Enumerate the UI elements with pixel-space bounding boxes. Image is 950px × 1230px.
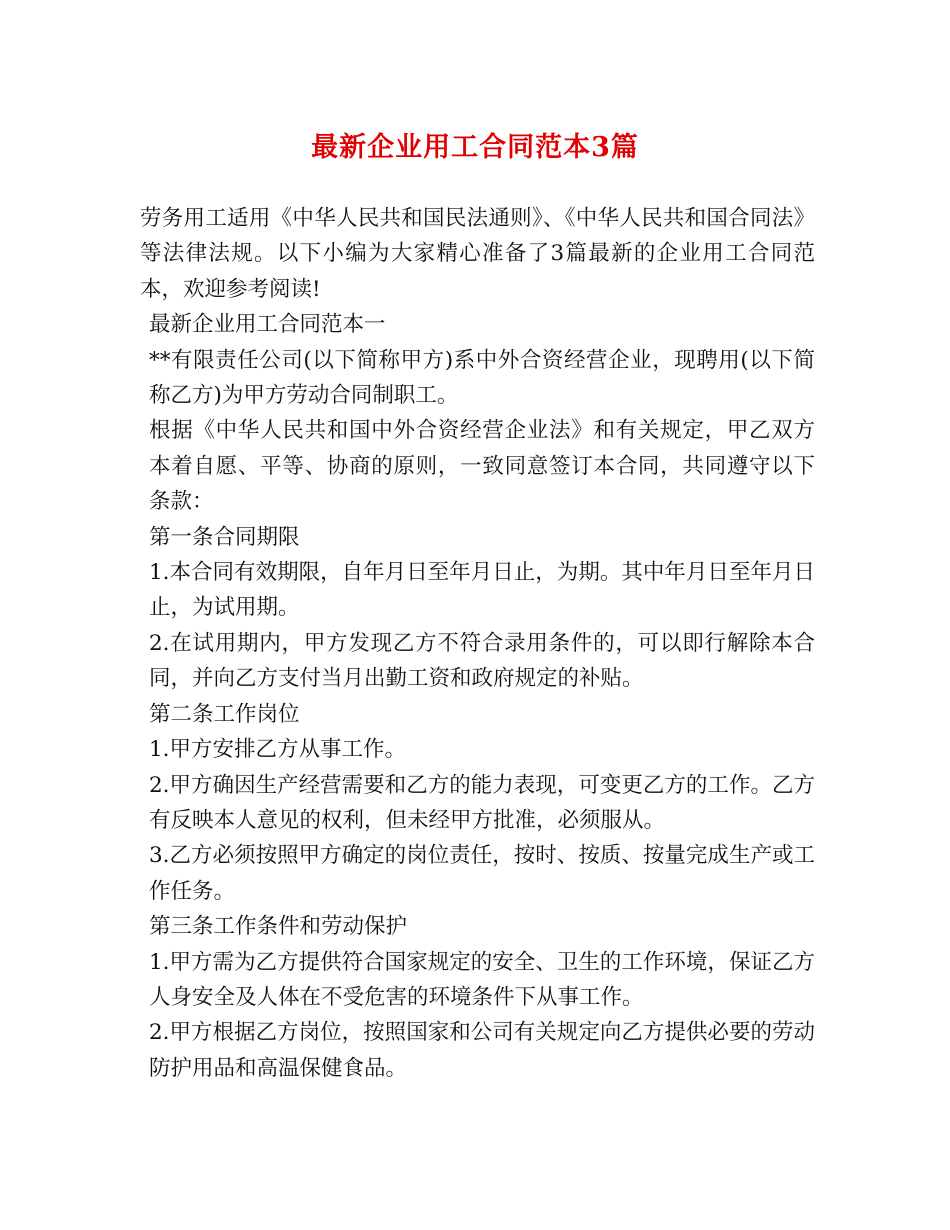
clause-paragraph: 1.甲方安排乙方从事工作。 [149, 737, 407, 763]
intro-paragraph: 劳务用工适用《中华人民共和国民法通则》、《中华人民共和国合同法》等法律法规。以下小编为大家精心准备了3篇最新的企业用工合同范本，欢迎参考阅读! [140, 206, 815, 302]
document-body [140, 201, 815, 1086]
clause-paragraph: 3.乙方必须按照甲方确定的岗位责任，按时、按质、按量完成生产或工作任务。 [149, 843, 815, 904]
clause-paragraph: 2.甲方确因生产经营需要和乙方的能力表现，可变更乙方的工作。乙方有反映本人意见的权利，但未经甲方批准，必须服从。 [149, 772, 815, 833]
clause-paragraph: 2.在试用期内，甲方发现乙方不符合录用条件的，可以即行解除本合同，并向乙方支付当月出勤工资和政府规定的补贴。 [149, 630, 815, 692]
article-heading: 第三条工作条件和劳动保护 [149, 914, 408, 940]
article-heading: 第一条合同期限 [149, 524, 300, 550]
body-paragraph: 根据《中华人民共和国中外合资经营企业法》和有关规定，甲乙双方本着自愿、平等、协商的原则，一致同意签订本合同，共同遵守以下条款： [149, 418, 815, 515]
section-heading: 最新企业用工合同范本一 [149, 312, 386, 338]
document-title: 最新企业用工合同范本3篇 [311, 132, 639, 163]
clause-paragraph: 1.甲方需为乙方提供符合国家规定的安全、卫生的工作环境，保证乙方人身安全及人体在不受危害的环境条件下从事工作。 [149, 949, 815, 1010]
body-paragraph: **有限责任公司(以下简称甲方)系中外合资经营企业，现聘用(以下简称乙方)为甲方劳动合同制职工。 [149, 347, 815, 409]
clause-paragraph: 1.本合同有效期限，自年月日至年月日止，为期。其中年月日至年月日止，为试用期。 [149, 560, 815, 621]
clause-paragraph: 2.甲方根据乙方岗位，按照国家和公司有关规定向乙方提供必要的劳动防护用品和高温保健食品。 [149, 1020, 815, 1081]
article-heading: 第二条工作岗位 [149, 701, 300, 727]
